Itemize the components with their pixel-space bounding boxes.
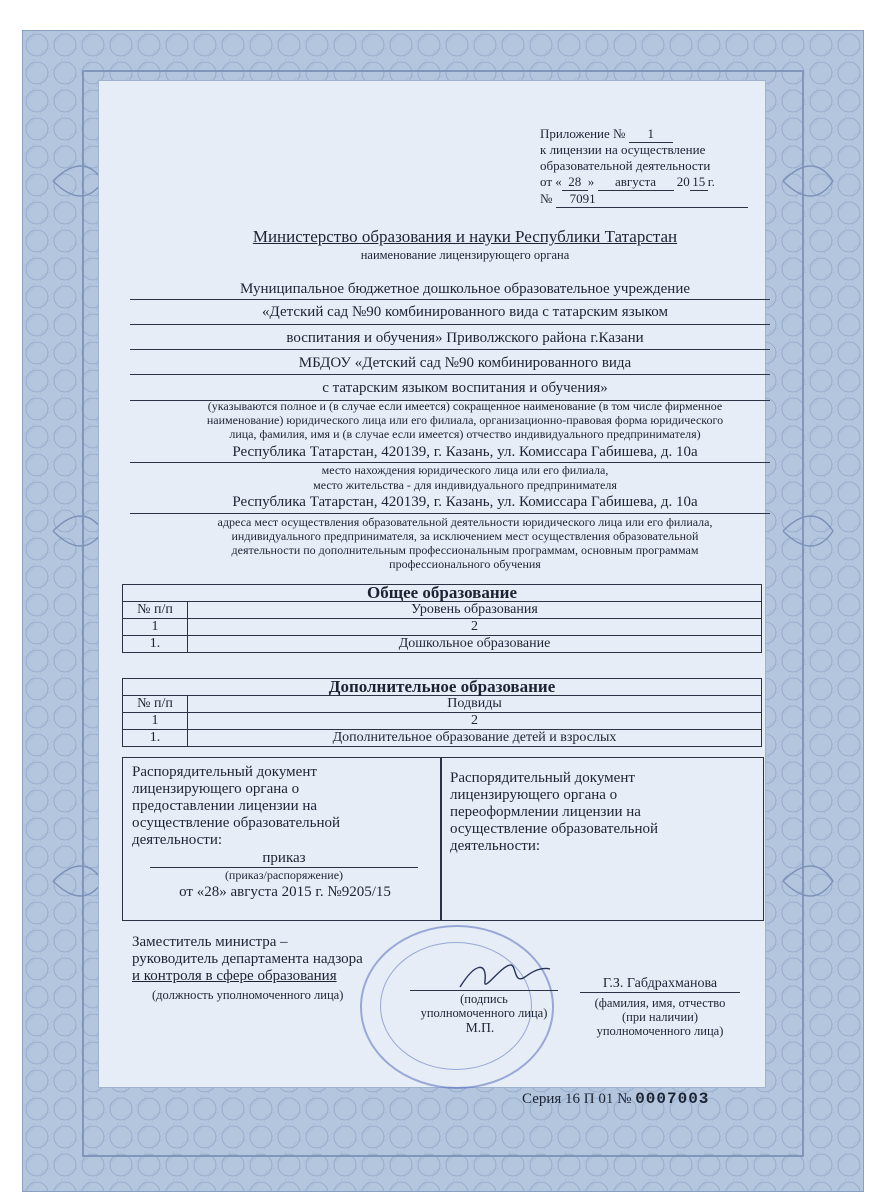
official-position: Заместитель министра – руководитель департамента надзора и контроля в сфере образования: [132, 934, 363, 984]
signature-line: [410, 990, 558, 991]
appendix-line3: образовательной деятельности: [540, 158, 711, 173]
divider: [130, 324, 770, 325]
general-education-table: [122, 584, 762, 653]
general-education-title: Общее образование: [123, 585, 762, 602]
activity-caption4: профессионального обучения: [389, 557, 541, 571]
additional-education-table: [122, 678, 762, 747]
org-line5: с татарским языком воспитания и обучения»: [322, 380, 608, 396]
table-header: № п/п: [123, 696, 188, 713]
additional-education-title: Дополнительное образование: [123, 679, 762, 696]
order-issue-text: Распорядительный документ лицензирующего органа о предоставлении лицензии на осуществление образовательной деятельности:: [132, 764, 340, 848]
table-row: [123, 730, 762, 747]
divider: [130, 349, 770, 350]
org-caption1: (указываются полное и (в случае если имеется) сокращенное наименование (в том числе фирменное: [207, 399, 723, 413]
appendix-license-number: № 7091: [540, 191, 748, 208]
seal-placeholder: М.П.: [465, 1020, 495, 1035]
table-cell: 1.: [123, 636, 188, 653]
name-caption3: уполномоченного лица): [596, 1024, 724, 1038]
table-cell: Дошкольное образование: [188, 636, 762, 653]
appendix-number: 1: [629, 126, 673, 143]
signature-caption2: уполномоченного лица): [420, 1006, 548, 1020]
appendix-label: Приложение № 1: [540, 126, 673, 143]
series-number: [522, 1090, 709, 1108]
series-label: Серия: [522, 1091, 562, 1107]
order-type-caption: (приказ/распоряжение): [224, 868, 344, 882]
official-name: Г.З. Габдрахманова: [580, 976, 740, 993]
table-header: № п/п: [123, 602, 188, 619]
order-reissue-text: Распорядительный документ лицензирующего органа о переоформлении лицензии на осуществление образовательной деятельности:: [450, 770, 658, 854]
order-type: приказ: [150, 850, 418, 868]
divider: [130, 299, 770, 300]
table-cell: 1.: [123, 730, 188, 747]
org-caption2: наименование) юридического лица или его филиала, организационно-правовая форма юридического: [206, 413, 724, 427]
activity-address: Республика Татарстан, 420139, г. Казань, ул. Комиссара Габишева, д. 10а: [232, 494, 698, 510]
series-num-sign: №: [617, 1091, 632, 1107]
signature-caption1: (подпись: [460, 992, 508, 1006]
authority-name: Министерство образования и науки Республики Татарстан: [252, 227, 678, 246]
table-cell: 2: [188, 713, 762, 730]
table-cell: 1: [123, 713, 188, 730]
table-cell: 2: [188, 619, 762, 636]
table-header: Подвиды: [188, 696, 762, 713]
divider: [130, 374, 770, 375]
order-date-number: от «28» августа 2015 г. №9205/15: [179, 884, 391, 900]
org-line3: воспитания и обучения» Приволжского района г.Казани: [286, 330, 644, 346]
org-line1: Муниципальное бюджетное дошкольное образовательное учреждение: [240, 281, 690, 297]
appendix-date: от « 28 » августа 20 15 г.: [540, 174, 715, 189]
appendix-line2: к лицензии на осуществление: [540, 142, 706, 157]
org-line4: МБДОУ «Детский сад №90 комбинированного вида: [298, 355, 632, 371]
table-cell: 1: [123, 619, 188, 636]
authority-caption: наименование лицензирующего органа: [360, 248, 570, 262]
activity-caption3: деятельности по дополнительным профессиональным программам, основным программам: [231, 543, 699, 557]
table-header: Уровень образования: [188, 602, 762, 619]
name-caption2: (при наличии): [621, 1010, 699, 1024]
location-address: Республика Татарстан, 420139, г. Казань, ул. Комиссара Габишева, д. 10а: [232, 444, 698, 460]
org-caption3: лица, фамилия, имя и (в случае если имеется) отчество индивидуального предпринимателя): [229, 427, 701, 441]
form-number: 0007003: [635, 1090, 710, 1108]
location-caption1: место нахождения юридического лица или его филиала,: [321, 463, 609, 477]
activity-caption1: адреса мест осуществления образовательной деятельности юридического лица или его филиала,: [217, 515, 713, 529]
activity-caption2: индивидуального предпринимателя, за исключением мест осуществления образовательной: [231, 529, 699, 543]
series-value: 16 П 01: [565, 1091, 614, 1107]
table-cell: Дополнительное образование детей и взрослых: [188, 730, 762, 747]
name-caption1: (фамилия, имя, отчество: [594, 996, 726, 1010]
position-caption: (должность уполномоченного лица): [152, 988, 344, 1002]
table-row: [123, 636, 762, 653]
org-line2: «Детский сад №90 комбинированного вида с татарским языком: [262, 304, 668, 320]
location-caption2: место жительства - для индивидуального предпринимателя: [313, 478, 617, 492]
divider: [130, 513, 770, 514]
